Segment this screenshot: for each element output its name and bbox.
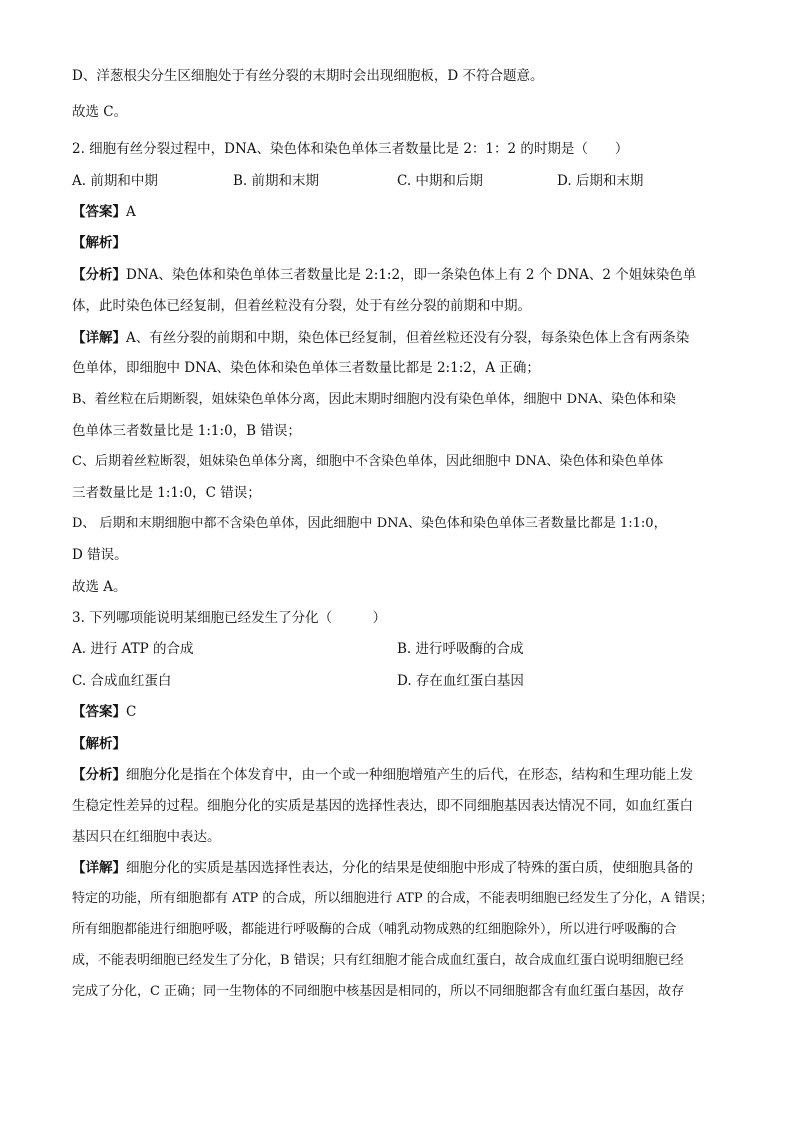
q2-xiangjie-line-8: D 错误。 bbox=[72, 547, 128, 563]
prev-choose-line: 故选 C。 bbox=[72, 104, 128, 120]
q3-xiangjie-line-2: 特定的功能，所有细胞都有 ATP 的合成，所以细胞进行 ATP 的合成，不能表明细胞已经发生了分化，A 错误； bbox=[72, 891, 714, 906]
q3-xiangjie-line-3: 所有细胞都能进行细胞呼吸，都能进行呼吸酶的合成（哺乳动物成熟的红细胞除外），所以进行呼吸酶的合 bbox=[72, 922, 677, 937]
q2-option-c: C. 中期和后期 bbox=[397, 173, 483, 189]
jiexi-tag: 【解析】 bbox=[72, 736, 126, 752]
xiangjie-text: A、有丝分裂的前期和中期，染色体已经复制，但着丝粒还没有分裂，每条染色体上含有两条染 bbox=[126, 330, 690, 346]
q3-xiangjie-line-4: 成，不能表明细胞已经发生了分化，B 错误；只有红细胞才能合成血红蛋白，故合成血红蛋白说明细胞已经 bbox=[72, 953, 684, 968]
q2-choose-line: 故选 A。 bbox=[72, 579, 127, 595]
answer-tag: 【答案】 bbox=[72, 704, 126, 720]
q3-option-a: A. 进行 ATP 的合成 bbox=[72, 641, 194, 657]
q2-xiangjie-line-6: 三者数量比是 1:1:0，C 错误； bbox=[72, 485, 261, 501]
fenxi-text: DNA、染色体和染色单体三者数量比是 2:1:2，即一条染色体上有 2 个 DNA、2 个姐妹染色单 bbox=[126, 267, 697, 283]
q3-option-b: B. 进行呼吸酶的合成 bbox=[397, 641, 524, 657]
q3-xiangjie-line-5: 完成了分化，C 正确；同一生物体的不同细胞中核基因是相同的，所以不同细胞都含有血红蛋白基因，故存 bbox=[72, 984, 685, 999]
q2-fenxi-line-1 bbox=[72, 265, 696, 285]
q3-fenxi-line-3: 基因只在红细胞中表达。 bbox=[72, 829, 221, 845]
q3-option-c: C. 合成血红蛋白 bbox=[72, 673, 172, 689]
q3-fenxi-line-1 bbox=[72, 765, 693, 785]
fenxi-tag: 【分析】 bbox=[72, 267, 126, 283]
q2-xiangjie-line-1 bbox=[72, 328, 689, 348]
answer-value: C bbox=[126, 704, 137, 720]
q3-option-d: D. 存在血红蛋白基因 bbox=[397, 673, 524, 689]
xiangjie-tag: 【详解】 bbox=[72, 860, 126, 876]
q3-stem: 3. 下列哪项能说明某细胞已经发生了分化（ ） bbox=[72, 610, 387, 626]
q2-answer-line bbox=[72, 202, 136, 222]
jiexi-tag: 【解析】 bbox=[72, 235, 126, 251]
q2-xiangjie-line-5: C、后期着丝粒断裂，姐妹染色单体分离，细胞中不含染色单体，因此细胞中 DNA、染色体和染色单体 bbox=[72, 454, 664, 469]
q2-stem: 2. 细胞有丝分裂过程中，DNA、染色体和染色单体三者数量比是 2：1：2 的时期是（ ） bbox=[72, 141, 629, 157]
q3-xiangjie-line-1 bbox=[72, 858, 693, 878]
answer-value: A bbox=[126, 204, 136, 220]
q2-option-d: D. 后期和末期 bbox=[557, 173, 644, 189]
q2-option-b: B. 前期和末期 bbox=[233, 173, 320, 189]
prev-option-d-explanation: D、洋葱根尖分生区细胞处于有丝分裂的末期时会出现细胞板，D 不符合题意。 bbox=[72, 68, 544, 84]
answer-tag: 【答案】 bbox=[72, 204, 126, 220]
q2-xiangjie-line-2: 色单体，即细胞中 DNA、染色体和染色单体三者数量比都是 2:1:2，A 正确； bbox=[72, 360, 540, 376]
q2-option-a: A. 前期和中期 bbox=[72, 173, 158, 189]
xiangjie-text: 细胞分化的实质是基因选择性表达，分化的结果是使细胞中形成了特殊的蛋白质，使细胞具备的 bbox=[126, 860, 693, 876]
fenxi-text: 细胞分化是指在个体发育中，由一个或一种细胞增殖产生的后代，在形态，结构和生理功能上发 bbox=[126, 767, 693, 783]
q2-xiangjie-line-4: 色单体三者数量比是 1:1:0，B 错误； bbox=[72, 423, 301, 439]
xiangjie-tag: 【详解】 bbox=[72, 330, 126, 346]
q3-fenxi-line-2: 生稳定性差异的过程。细胞分化的实质是基因的选择性表达，即不同细胞基因表达情况不同，如血红蛋白 bbox=[72, 798, 693, 814]
q2-xiangjie-line-3: B、着丝粒在后期断裂，姐妹染色单体分离，因此末期时细胞内没有染色单体，细胞中 DNA、染色体和染 bbox=[72, 392, 676, 407]
q3-answer-line bbox=[72, 702, 136, 722]
fenxi-tag: 【分析】 bbox=[72, 767, 126, 783]
q3-jiexi-tag bbox=[72, 734, 126, 754]
q2-fenxi-line-2: 体，此时染色体已经复制，但着丝粒没有分裂，处于有丝分裂的前期和中期。 bbox=[72, 298, 531, 314]
q2-jiexi-tag bbox=[72, 233, 126, 253]
q2-xiangjie-line-7: D、 后期和末期细胞中都不含染色单体，因此细胞中 DNA、染色体和染色单体三者数量比都是 1:1:0， bbox=[72, 516, 667, 531]
